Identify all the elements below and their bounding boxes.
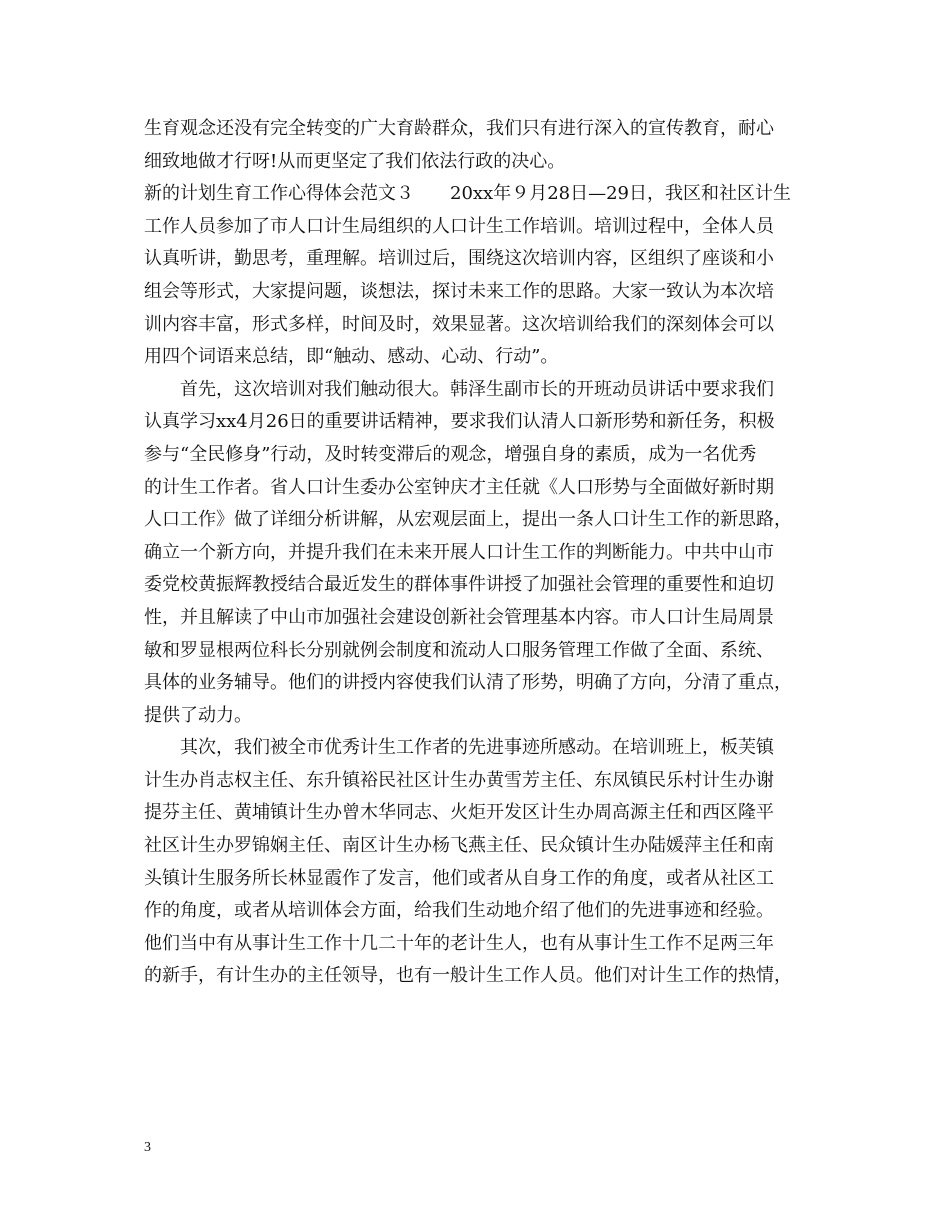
text-line: 认真学习xx4月26日的重要讲话精神，要求我们认清人口新形势和新任务，积极 [144, 411, 775, 433]
paragraph-first-line: 首先，这次培训对我们触动很大。韩泽生副市长的开班动员讲话中要求我们 [180, 378, 774, 400]
text-line: 新的计划生育工作心得体会范文３ 20xx年９月28日—29日，我区和社区计生 [144, 183, 792, 205]
text-line: 生育观念还没有完全转变的广大育龄群众，我们只有进行深入的宣传教育，耐心 [144, 118, 774, 139]
text-line: 计生办肖志权主任、东升镇裕民社区计生办黄雪芳主任、东凤镇民乐村计生办谢 [144, 769, 774, 791]
paragraph-first-line: 其次，我们被全市优秀计生工作者的先进事迹所感动。在培训班上，板芙镇 [180, 737, 774, 759]
text-line: 委党校黄振辉教授结合最近发生的群体事件讲授了加强社会管理的重要性和迫切 [144, 574, 774, 596]
text-line: 提供了动力。 [144, 704, 252, 726]
text-line: 他们当中有从事计生工作十几二十年的老计生人，也有从事计生工作不足两三年 [144, 932, 774, 954]
text-line: 提芬主任、黄埔镇计生办曾木华同志、火炬开发区计生办周高源主任和西区隆平 [144, 802, 774, 824]
text-line: 具体的业务辅导。他们的讲授内容使我们认清了形势，明确了方向，分清了重点， [144, 672, 792, 694]
text-line: 人口工作》做了详细分析讲解，从宏观层面上，提出一条人口计生工作的新思路， [144, 509, 792, 531]
document-body [144, 113, 824, 993]
text-line: 认真听讲，勤思考，重理解。培训过后，围绕这次培训内容，区组织了座谈和小 [144, 248, 774, 270]
page-number: 3 [144, 1140, 151, 1155]
text-line: 组会等形式，大家提问题，谈想法，探讨未来工作的思路。大家一致认为本次培 [144, 280, 774, 302]
text-line: 参与“全民修身”行动，及时转变滞后的观念，增强自身的素质，成为一名优秀 [144, 443, 757, 465]
text-line: 性，并且解读了中山市加强社会建设创新社会管理基本内容。市人口计生局周景 [144, 606, 774, 628]
text-line: 的计生工作者。省人口计生委办公室钟庆才主任就《人口形势与全面做好新时期 [144, 476, 774, 498]
text-line: 细致地做才行呀!从而更坚定了我们依法行政的决心。 [144, 150, 566, 172]
text-line: 确立一个新方向，并提升我们在未来开展人口计生工作的判断能力。中共中山市 [144, 541, 774, 563]
text-line: 训内容丰富，形式多样，时间及时，效果显著。这次培训给我们的深刻体会可以 [144, 313, 774, 335]
text-line: 敏和罗显根两位科长分别就例会制度和流动人口服务管理工作做了全面、系统、 [144, 639, 774, 661]
text-line: 头镇计生服务所长林显霞作了发言，他们或者从自身工作的角度，或者从社区工 [144, 867, 774, 889]
text-line: 工作人员参加了市人口计生局组织的人口计生工作培训。培训过程中，全体人员 [144, 215, 774, 237]
text-line: 作的角度，或者从培训体会方面，给我们生动地介绍了他们的先进事迹和经验。 [144, 900, 774, 922]
text-line: 用四个词语来总结，即“触动、感动、心动、行动”。 [144, 346, 559, 368]
text-line: 的新手，有计生办的主任领导，也有一般计生工作人员。他们对计生工作的热情， [144, 965, 792, 987]
text-line: 社区计生办罗锦娴主任、南区计生办杨飞燕主任、民众镇计生办陆媛萍主任和南 [144, 835, 774, 857]
